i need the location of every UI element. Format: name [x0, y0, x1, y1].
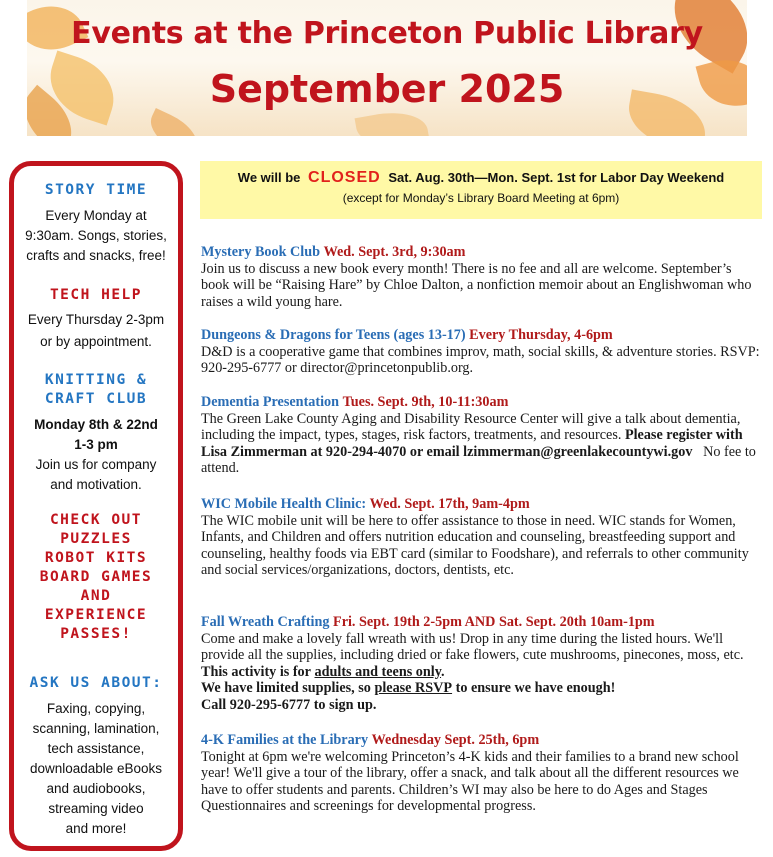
closed-pre: We will be: [237, 170, 301, 185]
page-title: Events at the Princeton Public Library: [71, 16, 703, 51]
knitting-heading: KNITTING &: [44, 372, 148, 388]
event-date: Every Thursday, 4-6pm: [469, 327, 613, 343]
event-date: Tues. Sept. 9th, 10-11:30am: [342, 394, 509, 410]
event-description: The Green Lake County Aging and Disability Resource Center will give a talk about dementia, including the impact, types, stages, risk factors, treatments, and resources.: [201, 410, 741, 443]
check-out-line: AND: [80, 588, 112, 604]
ask-us-heading: ASK US ABOUT:: [29, 675, 163, 691]
event-dementia-presentation: [201, 394, 763, 477]
check-out-line: PUZZLES: [60, 531, 132, 547]
story-time-line: 9:30am. Songs, stories,: [25, 228, 167, 243]
check-out-line: PASSES!: [60, 626, 132, 642]
event-audience-emphasis: adults and teens only: [314, 663, 442, 680]
closed-word: CLOSED: [308, 169, 381, 186]
event-supplies-note: We have limited supplies, so: [201, 680, 371, 696]
closed-dates: Sat. Aug. 30th—Mon. Sept. 1st for Labor Day Weekend: [388, 170, 725, 185]
event-dungeons-dragons: [201, 327, 763, 377]
event-description: D&D is a cooperative game that combines improv, math, social skills, & adventure stories. RSVP: 920-295-6777 or director@princetonpublib.org.: [201, 343, 760, 376]
tech-help-heading: TECH HELP: [49, 287, 143, 303]
knitting-schedule: 1-3 pm: [74, 437, 118, 452]
sidebar: [9, 161, 183, 851]
event-title: WIC Mobile Health Clinic:: [201, 496, 367, 512]
event-description: The WIC mobile unit will be here to offer assistance to those in need. WIC stands for Women, Infants, and Children and offers nutrition education and counseling, breastfeeding support and counseling, healthy foods via EBT card (similar to Foodshare), and referrals to other community and social services/organizations, doctors, dentists, etc.: [201, 512, 749, 578]
ask-us-line: Faxing, copying,: [46, 701, 146, 716]
check-out-line: CHECK OUT: [49, 512, 143, 528]
event-signup-phone: Call 920-295-6777 to sign up.: [201, 696, 377, 713]
event-title: Dementia Presentation: [201, 394, 340, 410]
ask-us-line: and more!: [65, 821, 127, 836]
event-wic-clinic: [201, 496, 763, 579]
knitting-line: Join us for company: [35, 457, 157, 472]
ask-us-line: scanning, lamination,: [32, 721, 160, 736]
event-registration: Please register with Lisa Zimmerman at 920-294-4070 or email lzimmerman@greenlakecountywi.gov: [201, 427, 743, 460]
event-rsvp-emphasis: please RSVP: [374, 680, 453, 696]
closed-notice-main: [200, 169, 762, 187]
event-title: Fall Wreath Crafting: [201, 614, 330, 630]
check-out-line: EXPERIENCE: [44, 607, 148, 623]
story-time-heading: STORY TIME: [44, 182, 148, 198]
event-supplies-note-end: to ensure we have enough!: [455, 680, 616, 696]
story-time-line: crafts and snacks, free!: [26, 248, 166, 263]
event-4k-families: [201, 732, 763, 815]
story-time-line: Every Monday at: [45, 208, 147, 223]
event-fall-wreath: Fall Wreath Crafting Fri. Sept. 19th 2-5pm AND Sat. Sept. 20th 10am-1pm Come and make a lovely fall wreath with us! Drop in any time during the listed hours. We'll provide all the supplies, including dried or fake flowers, cute mushrooms, pinecones, moss, etc. This activity is for adults and teens only. We have limited supplies, so please RSVP to ensure we have enough! Call 920-295-6777 to sign up.: [201, 614, 744, 713]
event-fee-note: No fee to attend.: [201, 443, 756, 476]
event-mystery-book-club: [201, 244, 763, 310]
check-out-line: ROBOT KITS: [44, 550, 148, 566]
event-description: Join us to discuss a new book every month! There is no fee and all are welcome. September’s book will be “Raising Hare” by Chloe Dalton, a nonfiction memoir about an Englishwoman who raises a wild young hare.: [201, 260, 752, 310]
knitting-line: and motivation.: [50, 477, 142, 492]
event-date: Wed. Sept. 17th, 9am-4pm: [369, 496, 530, 512]
ask-us-line: tech assistance,: [47, 741, 145, 756]
page-month: September 2025: [209, 67, 565, 111]
event-audience: This activity is for: [201, 663, 311, 680]
closed-notice: [200, 161, 762, 219]
closed-notice-note: (except for Monday’s Library Board Meeting at 6pm): [342, 191, 620, 205]
tech-help-line: or by appointment.: [40, 334, 152, 349]
knitting-schedule: Monday 8th & 22nd: [34, 417, 158, 432]
event-date: Fri. Sept. 19th 2-5pm AND Sat. Sept. 20th 10am-1pm: [333, 614, 655, 630]
ask-us-line: downloadable eBooks: [29, 761, 163, 776]
event-date: Wed. Sept. 3rd, 9:30am: [323, 244, 466, 260]
event-description: Tonight at 6pm we're welcoming Princeton’s 4-K kids and their families to a brand new school year! We'll give a tour of the library, offer a snack, and talk about all the different resources we have to offer students and parents. Children’s WI may also be here to do Ages and Stages Questionnaires and screenings for developmental progress.: [201, 748, 739, 814]
event-description: Come and make a lovely fall wreath with us! Drop in any time during the listed hours. We'll provide all the supplies, including dried or fake flowers, cute mushrooms, pinecones, moss, etc.: [201, 630, 744, 663]
event-title: Mystery Book Club: [201, 244, 321, 260]
ask-us-line: streaming video: [48, 801, 144, 816]
header-banner: [27, 0, 747, 136]
check-out-line: BOARD GAMES: [39, 569, 153, 585]
ask-us-line: and audiobooks,: [46, 781, 146, 796]
tech-help-line: Every Thursday 2-3pm: [27, 312, 165, 327]
event-title: Dungeons & Dragons for Teens (ages 13-17): [201, 327, 466, 343]
event-title: 4-K Families at the Library: [201, 732, 369, 748]
knitting-heading: CRAFT CLUB: [44, 391, 148, 407]
autumn-leaf-decoration: [143, 108, 205, 136]
event-date: Wednesday Sept. 25th, 6pm: [371, 732, 540, 748]
